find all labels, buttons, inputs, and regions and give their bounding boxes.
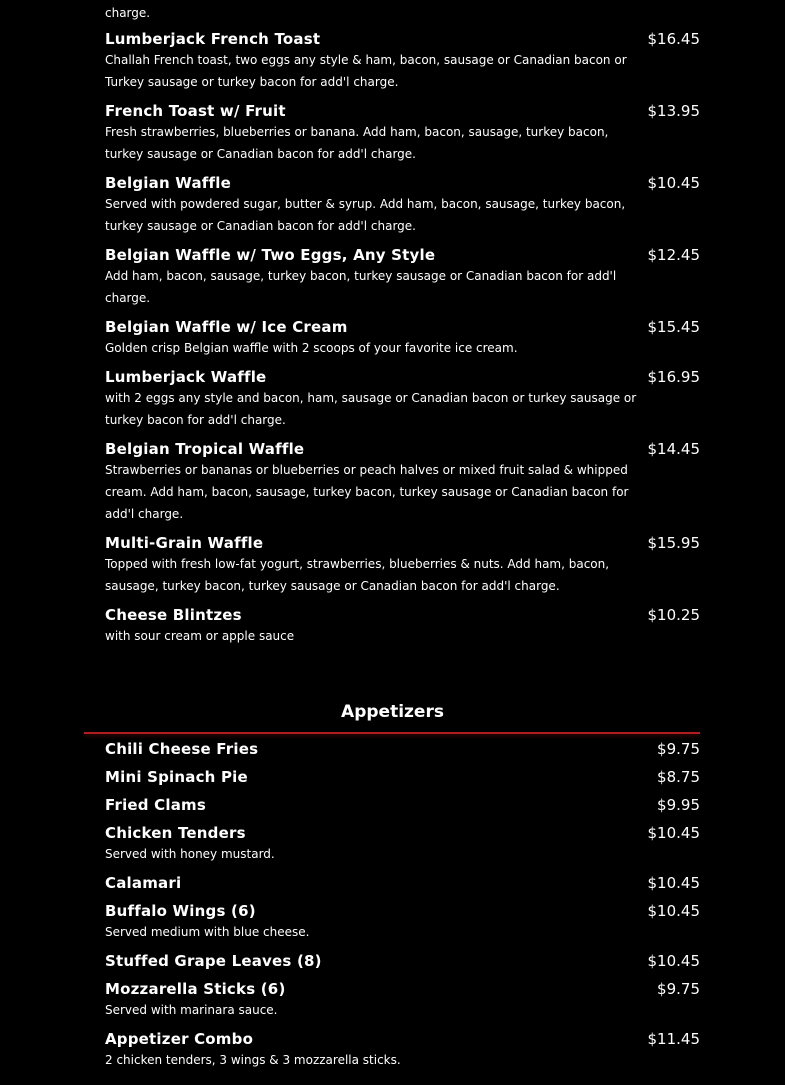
breakfast-list	[105, 29, 700, 655]
menu-item-row	[105, 951, 700, 971]
menu-item-description: Golden crisp Belgian waffle with 2 scoops of your favorite ice cream.	[105, 341, 518, 355]
menu-item-name: Buffalo Wings (6)	[105, 902, 256, 920]
menu-item-name: Stuffed Grape Leaves (8)	[105, 952, 322, 970]
menu-item-name: Belgian Waffle	[105, 174, 231, 192]
menu-item-price: $10.45	[647, 902, 700, 920]
menu-item-row	[105, 739, 700, 759]
menu-item-description: 2 chicken tenders, 3 wings & 3 mozzarella sticks.	[105, 1053, 401, 1067]
menu-item-row	[105, 439, 700, 459]
menu-item	[105, 29, 700, 93]
menu-item-name: Multi-Grain Waffle	[105, 534, 264, 552]
menu-item-row	[105, 605, 700, 625]
menu-item-row	[105, 367, 700, 387]
menu-item-row	[105, 173, 700, 193]
menu-item-price: $9.75	[657, 980, 700, 998]
menu-item-name: French Toast w/ Fruit	[105, 102, 286, 120]
menu-item-price: $8.75	[657, 768, 700, 786]
appetizers-heading: Appetizers	[341, 702, 444, 722]
menu-item	[105, 605, 700, 647]
menu-item-name: Belgian Waffle w/ Ice Cream	[105, 318, 348, 336]
menu-item-row	[105, 979, 700, 999]
menu-item	[105, 739, 700, 759]
menu-item	[105, 101, 700, 165]
menu-item	[105, 367, 700, 431]
menu-item-name: Chicken Tenders	[105, 824, 246, 842]
menu-item-row	[105, 101, 700, 121]
menu-item-price: $10.25	[647, 606, 700, 624]
menu-item	[105, 439, 700, 525]
menu-item-price: $9.95	[657, 796, 700, 814]
menu-item-name: Belgian Waffle w/ Two Eggs, Any Style	[105, 246, 436, 264]
menu-item-description: with sour cream or apple sauce	[105, 629, 295, 643]
menu-item-price: $9.75	[657, 740, 700, 758]
menu-item-row	[105, 767, 700, 787]
menu-item-price: $10.45	[647, 174, 700, 192]
menu-item-price: $10.45	[647, 874, 700, 892]
menu-item-row	[105, 1029, 700, 1049]
menu-item-description: with 2 eggs any style and bacon, ham, sausage or Canadian bacon or turkey sausage or turkey bacon for add'l charge.	[105, 391, 637, 427]
menu-item-price: $11.45	[647, 1030, 700, 1048]
menu-item-name: Appetizer Combo	[105, 1030, 254, 1048]
menu-item-price: $15.95	[647, 534, 700, 552]
menu-item-description: Challah French toast, two eggs any style & ham, bacon, sausage or Canadian bacon or Turkey sausage or turkey bacon for add'l charge.	[105, 53, 627, 89]
menu-item-description: Served with marinara sauce.	[105, 1003, 278, 1017]
menu-item-price: $16.45	[647, 30, 700, 48]
menu-item-description: Served with honey mustard.	[105, 847, 275, 861]
menu-item-row	[105, 29, 700, 49]
menu-item-name: Lumberjack Waffle	[105, 368, 267, 386]
menu-item	[105, 979, 700, 1021]
menu-item-row	[105, 823, 700, 843]
menu-item-row	[105, 245, 700, 265]
menu-item-row	[105, 533, 700, 553]
menu-item-name: Lumberjack French Toast	[105, 30, 321, 48]
top-fragment-text: charge.	[105, 6, 151, 20]
menu-item-row	[105, 795, 700, 815]
menu-item	[105, 767, 700, 787]
menu-item-row	[105, 873, 700, 893]
menu-item-row	[105, 317, 700, 337]
menu-item-description: Add ham, bacon, sausage, turkey bacon, turkey sausage or Canadian bacon for add'l charge.	[105, 269, 617, 305]
menu-item	[105, 873, 700, 893]
menu-item-price: $14.45	[647, 440, 700, 458]
menu-item-description: Topped with fresh low-fat yogurt, strawberries, blueberries & nuts. Add ham, bacon, sausage, turkey bacon, turkey sausage or Canadian bacon for add'l charge.	[105, 557, 610, 593]
menu-item	[105, 823, 700, 865]
menu-item	[105, 245, 700, 309]
menu-item	[105, 901, 700, 943]
menu-item-price: $13.95	[647, 102, 700, 120]
menu-item-description: Strawberries or bananas or blueberries or peach halves or mixed fruit salad & whipped cream. Add ham, bacon, sausage, turkey bacon, turkey sausage or Canadian bacon for add'l charge.	[105, 463, 629, 521]
menu-item-price: $15.45	[647, 318, 700, 336]
appetizers-list	[105, 739, 700, 1079]
appetizers-divider	[84, 732, 700, 734]
menu-item-name: Chili Cheese Fries	[105, 740, 259, 758]
menu-item	[105, 795, 700, 815]
menu-item	[105, 533, 700, 597]
menu-item-name: Belgian Tropical Waffle	[105, 440, 305, 458]
menu-item-name: Cheese Blintzes	[105, 606, 242, 624]
menu-item-price: $10.45	[647, 824, 700, 842]
menu-item-price: $16.95	[647, 368, 700, 386]
menu-item-name: Mozzarella Sticks (6)	[105, 980, 286, 998]
menu-item-name: Mini Spinach Pie	[105, 768, 248, 786]
menu-item-price: $12.45	[647, 246, 700, 264]
menu-item	[105, 173, 700, 237]
menu-item-description: Served medium with blue cheese.	[105, 925, 310, 939]
menu-item	[105, 1029, 700, 1071]
menu-item	[105, 951, 700, 971]
menu-item-price: $10.45	[647, 952, 700, 970]
menu-item-description: Fresh strawberries, blueberries or banana. Add ham, bacon, sausage, turkey bacon, turkey sausage or Canadian bacon for add'l charge.	[105, 125, 609, 161]
menu-item-name: Fried Clams	[105, 796, 206, 814]
menu-item-name: Calamari	[105, 874, 182, 892]
menu-item-description: Served with powdered sugar, butter & syrup. Add ham, bacon, sausage, turkey bacon, turkey sausage or Canadian bacon for add'l charge.	[105, 197, 626, 233]
menu-item-row	[105, 901, 700, 921]
menu-item	[105, 317, 700, 359]
